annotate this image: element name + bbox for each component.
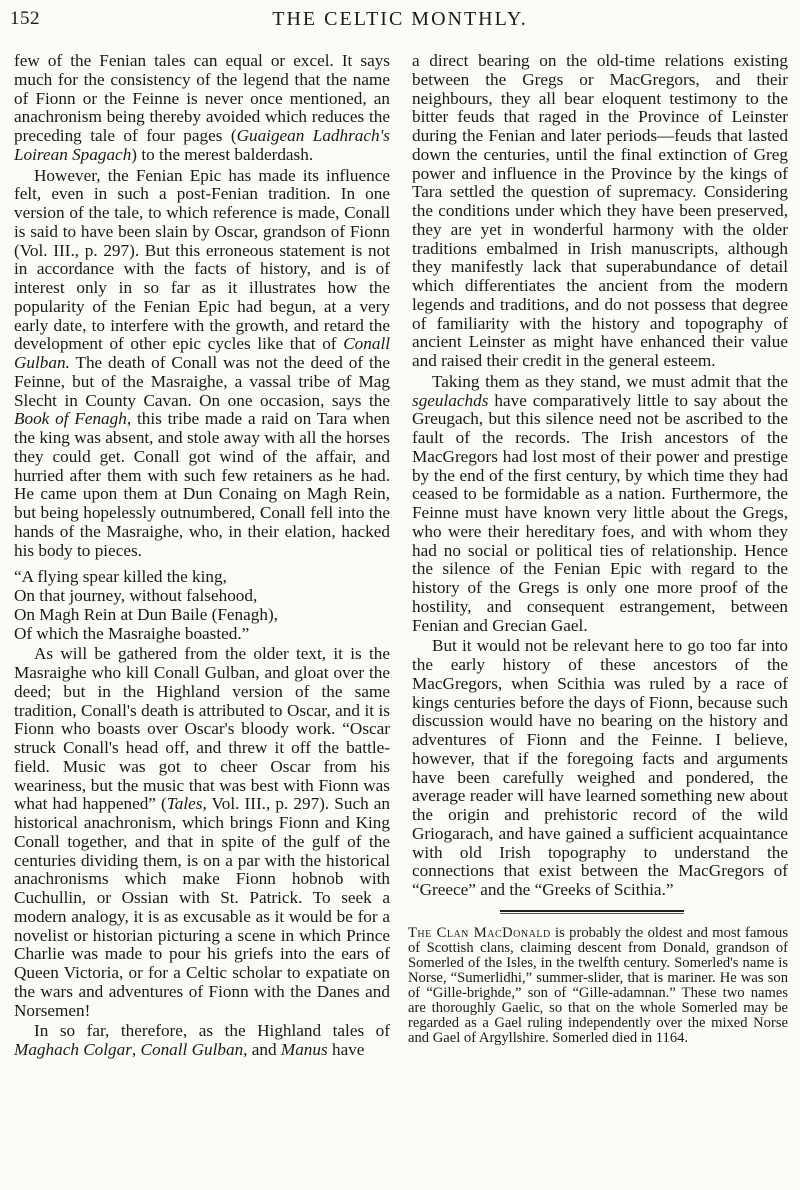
section-divider xyxy=(500,910,684,914)
running-title: THE CELTIC MONTHLY. xyxy=(272,8,528,30)
italic-title: Guaigean Ladhrach's Loirean Spagach xyxy=(14,126,390,164)
paragraph: a direct bearing on the old-time relations existing between the Gregs or MacGregors, and their neighbours, they all bear eloquent testimony to the bitter feuds that raged in the Province of Leinster during the Fenian and later periods—feuds that lasted down the centuries, until the final extinction of Greg power and influence in the Province by the kings of Tara settled the question of supremacy. Considering the conditions under which they have been preserved, they are yet in wonderful harmony with the older traditions embalmed in Irish manuscripts, although they manifestly lack that superabundance of detail which differentiates the ancient from the modern legends and traditions, and do not possess that degree of familiarity with the history and topography of ancient Leinster as might have enhanced their value and raised their credit in the general esteem. xyxy=(412,51,788,370)
italic-title: Conall Gulban xyxy=(140,1040,244,1059)
text-run: is probably the oldest and most famous of Scottish clans, claiming descent from Donald, grandson of Somerled of the Isles, in the twelfth century. Somerled's name is Norse, “Sumerlidhi,” summer-slider, that is mariner. He was son of “Gille-brighde,” son of “Gille-adamnan.” These two names are thoroughly Gaelic, so that on the whole Somerled may be regarded as a Gael ruling independently over the mixed Norse and Gael of Argyllshire. Somerled died in 1164. xyxy=(408,924,788,1046)
italic-title: Book of Fenagh xyxy=(14,409,127,429)
verse-line: On that journey, without falsehood, xyxy=(14,586,258,605)
page-header xyxy=(0,4,800,34)
text-run: , this tribe made a raid on Tara when the king was absent, and stole away with all the horses they could get. Conall got wind of the affair, and hurried after them with such few retainers as he had. He came upon them at Dun Conaing on Magh Rein, but being hopelessly outnumbered, Conall fell into the hands of the Masraighe, who, in their elation, hacked his body to pieces. xyxy=(14,409,390,560)
right-column xyxy=(408,51,788,1046)
italic-title: Manus xyxy=(280,1040,328,1059)
text-run: , and xyxy=(243,1040,281,1059)
left-column xyxy=(14,52,390,1060)
text-run: As will be gathered from the older text, it is the Masraighe who kill Conall Gulban, and gloat over the deed; but in the Highland version of the same tradition, Conall's death is attributed to Oscar, and it is Fionn who boasts over Oscar's bloody work. “Oscar struck Conall's head off, and threw it off the battle-field. Music was got to cheer Oscar from his weariness, but the music that was best with Fionn was what had happened” ( xyxy=(14,644,390,814)
text-run: have comparatively little to say about the Greugach, but this silence need not be ascribed to the fault of the records. The Irish ancestors of the MacGregors had lost most of their power and prestige by the end of the first century, by which time they had ceased to be formidable as a nation. Furthermore, the Feinne must have known very little about the Gregs, who were their hereditary foes, and with whom they had no social or political ties of relationship. Hence the silence of the Fenian Epic with regard to the history of the Gregs is only one more proof of the hostility, and consequent estrangement, between Fenian and Grecian Gael. xyxy=(412,390,788,635)
text-run: In so far, therefore, as the Highland tales of xyxy=(34,1021,390,1041)
paragraph xyxy=(14,645,390,1020)
paragraph xyxy=(14,167,390,561)
text-run: The death of Conall was not the deed of the Feinne, but of the Masraighe, a vassal tribe of Mag Slecht in County Cavan. On one occasion, says the xyxy=(14,353,390,410)
paragraph xyxy=(14,52,390,165)
verse-line: “A flying spear killed the king, xyxy=(14,567,227,587)
italic-title: Tales xyxy=(166,794,203,814)
verse-line: On Magh Rein at Dun Baile (Fenagh), xyxy=(14,604,278,624)
footnote-paragraph xyxy=(408,926,788,1046)
text-run: However, the Fenian Epic has made its influence felt, even in such a post-Fenian tradition. In one version of the tale, to which reference is made, Conall is said to have been slain by Oscar, grandson of Fionn (Vol. III., p. 297). But this erroneous statement is not in accordance with the facts of history, and is of interest only in so far as it illustrates how the popularity of the Fenian Epic had begun, at a very early date, to interfere with the growth, and retard the development of other epic cycles like that of xyxy=(14,165,390,354)
paragraph: But it would not be relevant here to go too far into the early history of these ancestors of the MacGregors, when Scithia was ruled by a race of kings centuries before the days of Fionn, because such discussion would have no bearing on the history and adventures of Fionn and the Feinne. I believe, however, that if the foregoing facts and arguments have been carefully weighed and pondered, the average reader will have learned something new about the origin and prehistoric record of the wild Griogarach, and have gained a sufficient acquaintance with old Irish topography to understand the connections that exist between the MacGregors of “Greece” and the “Greeks of Scithia.” xyxy=(412,636,788,899)
paragraph xyxy=(14,1022,390,1060)
italic-title: Maghach Colgar xyxy=(14,1040,132,1059)
text-run: Taking them as they stand, we must admit that the xyxy=(432,371,788,391)
text-run: , Vol. III., p. 297). Such an historical anachronism, which brings Fionn and King Conall together, and that in spite of the gulf of the centuries dividing them, is on a par with the historical anachronisms which make Fionn hobnob with Cuchullin, or Ossian with St. Patrick. To seek a modern analogy, it is as excusable as it would be for a novelist or historian picturing a scene in which Prince Charlie was made to pour his griefs into the ears of Queen Victoria, or for a Celtic scholar to expatiate on the wars and adventures of Fionn with the Danes and Norsemen! xyxy=(14,794,390,1020)
verse-line: Of which the Masraighe boasted.” xyxy=(14,623,250,643)
text-run: have xyxy=(327,1040,365,1059)
italic-title: Conall Gulban. xyxy=(14,334,390,372)
paragraph xyxy=(412,373,788,636)
italic-term: sgeulachds xyxy=(412,390,489,410)
page-number: 152 xyxy=(10,8,40,29)
text-run: few of the Fenian tales can equal or excel. It says much for the consistency of the legend that the name of Fionn or the Feinne is never once mentioned, an anachronism being thereby avoided which reduces the preceding tale of four pages ( xyxy=(14,51,390,145)
text-run: , xyxy=(131,1040,141,1059)
note-lead: The Clan MacDonald xyxy=(408,924,551,941)
text-run: ) to the merest balderdash. xyxy=(131,144,314,164)
